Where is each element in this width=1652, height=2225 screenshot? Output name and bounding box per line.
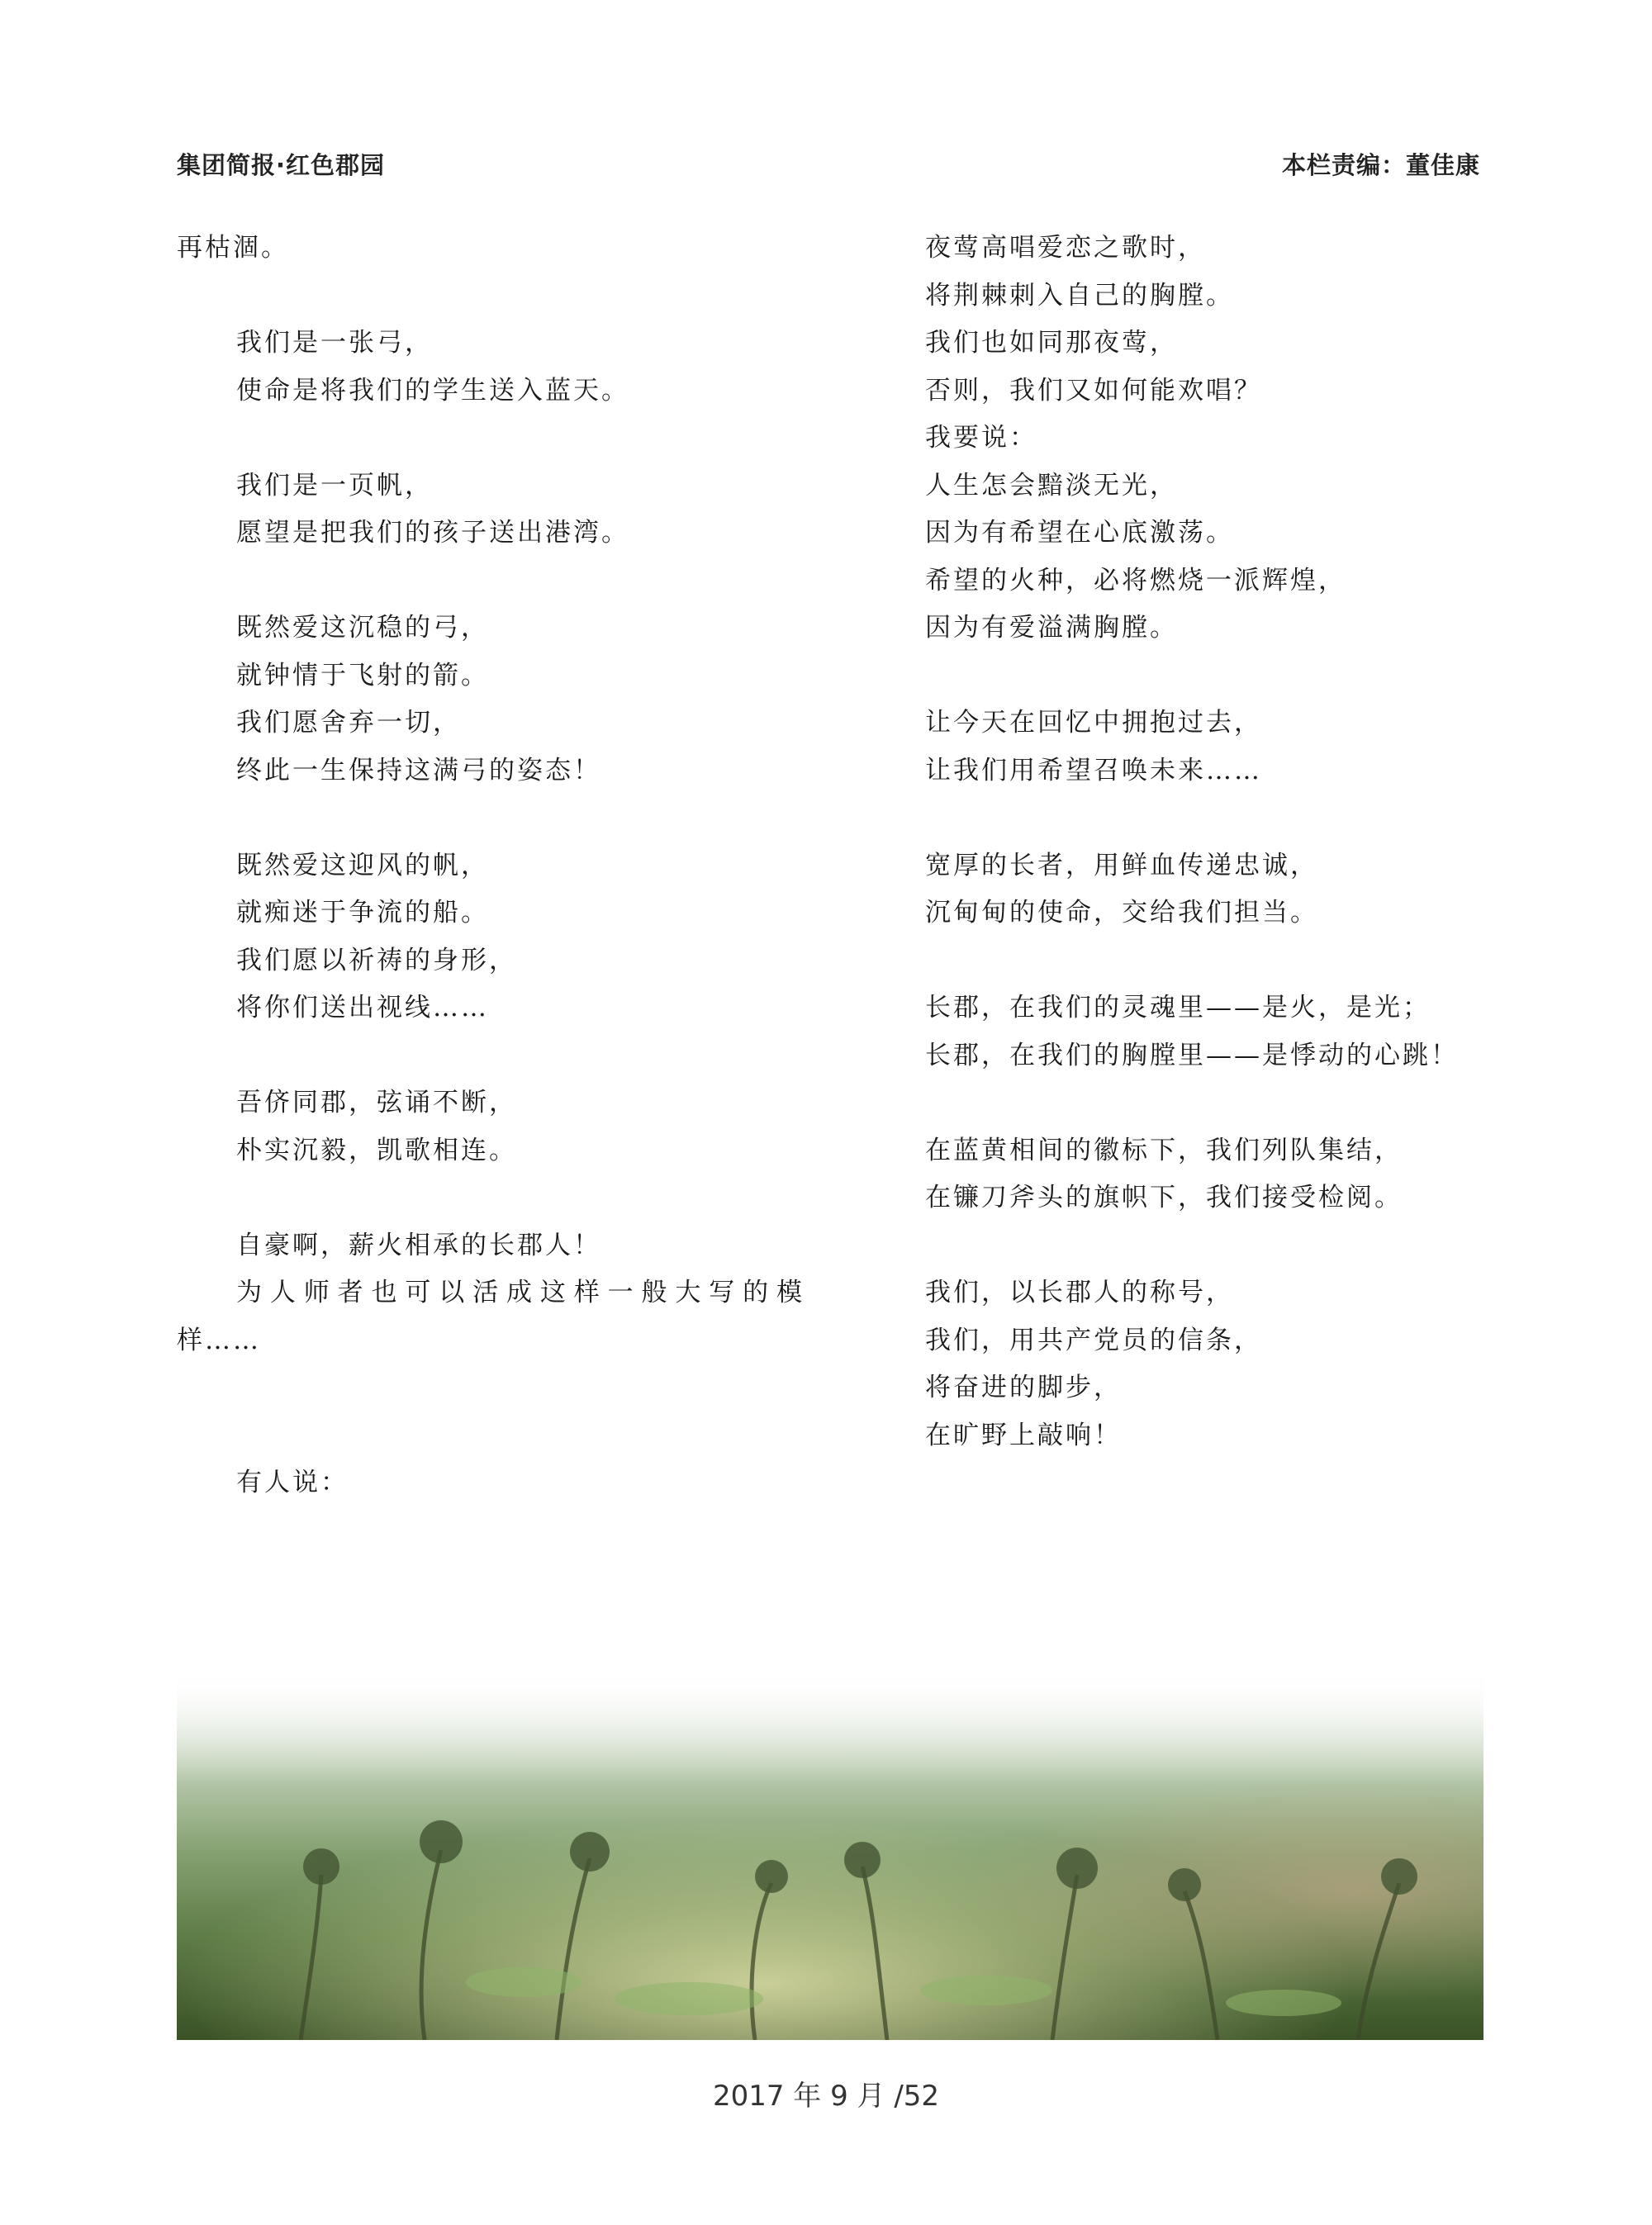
poem-line: 终此一生保持这满弓的姿态！	[236, 755, 601, 785]
stanza-break	[177, 557, 805, 605]
stanza-break	[177, 1364, 805, 1459]
photo-fade	[177, 1668, 1483, 1784]
poem-line: 为人师者也可以活成这样一般大写的模	[236, 1278, 805, 1307]
poem-line: 我们，用共产党员的信条，	[925, 1325, 1262, 1355]
page-folio: 2017 年 9 月 /52	[712, 2080, 940, 2113]
poem-line: 就钟情于飞射的箭。	[236, 660, 489, 690]
poem-line: 将奋进的脚步，	[925, 1373, 1122, 1402]
poem-line: 夜莺高唱爱恋之歌时，	[925, 233, 1206, 263]
stanza-break	[925, 795, 1520, 842]
poem-line: 吾侪同郡，弦诵不断，	[236, 1088, 517, 1117]
poem-column-left	[177, 225, 805, 1507]
poem-line: 将你们送出视线……	[236, 993, 489, 1022]
poem-line: 样……	[177, 1325, 261, 1355]
poem-line: 我们，以长郡人的称号，	[925, 1278, 1234, 1307]
stanza-break	[925, 1222, 1520, 1270]
poem-line: 在蓝黄相间的徽标下，我们列队集结，	[925, 1135, 1403, 1165]
poem-line: 就痴迷于争流的船。	[236, 898, 489, 927]
poem-line: 在镰刀斧头的旗帜下，我们接受检阅。	[925, 1183, 1403, 1212]
poem-line: 否则，我们又如何能欢唱？	[925, 375, 1262, 406]
poem-line: 我们是一张弓，	[236, 328, 433, 358]
stanza-break	[177, 415, 805, 463]
poem-line: 让今天在回忆中拥抱过去，	[925, 708, 1262, 738]
poem-line: 将荆棘刺入自己的胸膛。	[925, 280, 1234, 311]
stanza-break	[177, 273, 805, 320]
poem-line: 因为有爱溢满胸膛。	[925, 613, 1178, 643]
poem-line: 希望的火种，必将燃烧一派辉煌，	[925, 565, 1346, 595]
poem-line: 沉甸甸的使命，交给我们担当。	[925, 898, 1318, 927]
column-editor: 本栏责编：董佳康	[1281, 151, 1480, 179]
poem-line: 朴实沉毅，凯歌相连。	[236, 1135, 517, 1165]
stanza-break	[925, 937, 1520, 985]
wildflower-photo	[177, 1668, 1483, 2040]
stanza-break	[925, 652, 1520, 700]
poem-line: 使命是将我们的学生送入蓝天。	[236, 375, 629, 406]
poem-line: 我要说：	[925, 423, 1037, 453]
poem-line: 长郡，在我们的胸膛里——是悸动的心跳！	[925, 1040, 1459, 1070]
poem-line: 长郡，在我们的灵魂里——是火，是光；	[925, 993, 1431, 1022]
poem-line: 有人说：	[236, 1468, 349, 1497]
poem-line: 我们愿以祈祷的身形，	[236, 945, 517, 975]
stanza-break	[925, 1079, 1520, 1127]
stanza-break	[177, 1032, 805, 1080]
poem-column-right	[925, 225, 1520, 1459]
poem-line: 人生怎会黯淡无光，	[925, 470, 1178, 501]
poem-line: 既然爱这迎风的帆，	[236, 850, 489, 880]
poem-line: 让我们用希望召唤未来……	[925, 755, 1262, 785]
poem-line: 我们是一页帆，	[236, 470, 433, 501]
poem-line: 再枯涸。	[177, 233, 289, 263]
poem-line: 我们也如同那夜莺，	[925, 328, 1178, 358]
stanza-break	[177, 1174, 805, 1222]
poem-line: 既然爱这沉稳的弓，	[236, 613, 489, 643]
poem-line: 因为有希望在心底激荡。	[925, 518, 1234, 548]
poem-line: 宽厚的长者，用鲜血传递忠诚，	[925, 850, 1318, 880]
poem-line: 在旷野上敲响！	[925, 1420, 1122, 1450]
stanza-break	[177, 795, 805, 842]
poem-line: 自豪啊，薪火相承的长郡人！	[236, 1230, 601, 1260]
poem-line: 愿望是把我们的孩子送出港湾。	[236, 518, 629, 548]
poem-line: 我们愿舍弃一切，	[236, 708, 461, 738]
section-title: 集团简报·红色郡园	[177, 151, 386, 179]
